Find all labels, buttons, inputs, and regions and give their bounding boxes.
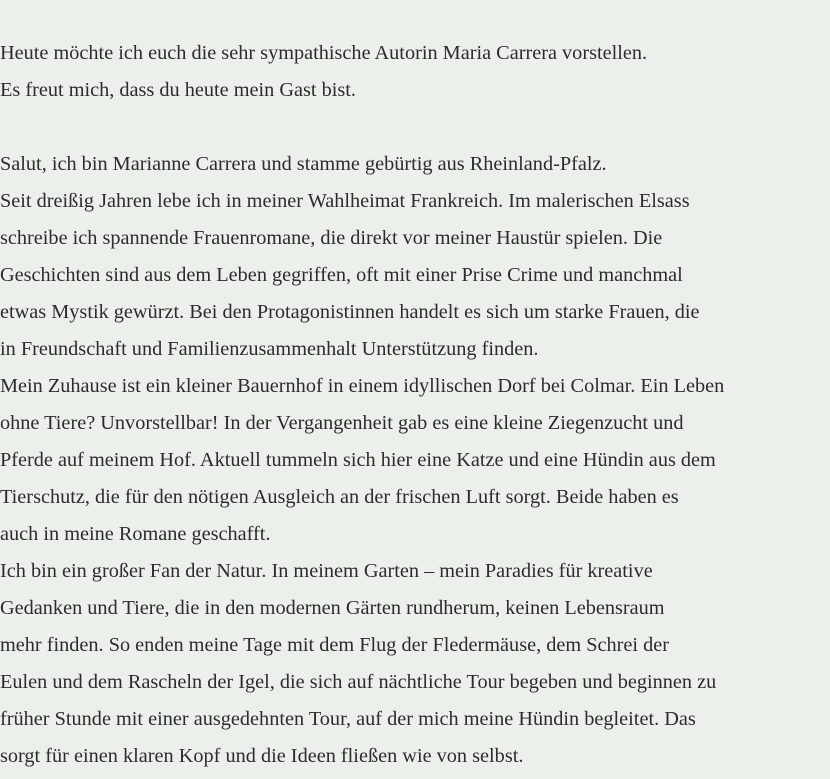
bio-line: Ich bin ein großer Fan der Natur. In meinem Garten – mein Paradies für kreative xyxy=(0,560,653,582)
bio-line: auch in meine Romane geschafft. xyxy=(0,523,271,545)
bio-line: Tierschutz, die für den nötigen Ausgleich an der frischen Luft sorgt. Beide haben es xyxy=(0,486,679,508)
intro-line: Es freut mich, dass du heute mein Gast bist. xyxy=(0,79,356,101)
bio-line: ohne Tiere? Unvorstellbar! In der Vergangenheit gab es eine kleine Ziegenzucht und xyxy=(0,412,684,434)
bio-line: in Freundschaft und Familienzusammenhalt Unterstützung finden. xyxy=(0,338,539,360)
bio-line: sorgt für einen klaren Kopf und die Ideen fließen wie von selbst. xyxy=(0,745,524,767)
bio-line: Geschichten sind aus dem Leben gegriffen, oft mit einer Prise Crime und manchmal xyxy=(0,264,683,286)
bio-line: Salut, ich bin Marianne Carrera und stamme gebürtig aus Rheinland-Pfalz. xyxy=(0,153,607,175)
bio-line: Gedanken und Tiere, die in den modernen Gärten rundherum, keinen Lebensraum xyxy=(0,597,665,619)
bio-line: Eulen und dem Rascheln der Igel, die sich auf nächtliche Tour begeben und beginnen zu xyxy=(0,671,717,693)
bio-paragraph xyxy=(0,146,830,775)
bio-line: mehr finden. So enden meine Tage mit dem Flug der Fledermäuse, dem Schrei der xyxy=(0,634,669,656)
bio-line: Mein Zuhause ist ein kleiner Bauernhof in einem idyllischen Dorf bei Colmar. Ein Leben xyxy=(0,375,725,397)
bio-line: früher Stunde mit einer ausgedehnten Tour, auf der mich meine Hündin begleitet. Das xyxy=(0,708,696,730)
intro-paragraph xyxy=(0,35,830,109)
bio-line: Seit dreißig Jahren lebe ich in meiner Wahlheimat Frankreich. Im malerischen Elsass xyxy=(0,190,690,212)
bio-line: etwas Mystik gewürzt. Bei den Protagonistinnen handelt es sich um starke Frauen, die xyxy=(0,301,700,323)
intro-line: Heute möchte ich euch die sehr sympathische Autorin Maria Carrera vorstellen. xyxy=(0,42,648,64)
paragraph-spacer xyxy=(0,109,830,146)
bio-line: schreibe ich spannende Frauenromane, die direkt vor meiner Haustür spielen. Die xyxy=(0,227,663,249)
bio-line: Pferde auf meinem Hof. Aktuell tummeln sich hier eine Katze und eine Hündin aus dem xyxy=(0,449,716,471)
